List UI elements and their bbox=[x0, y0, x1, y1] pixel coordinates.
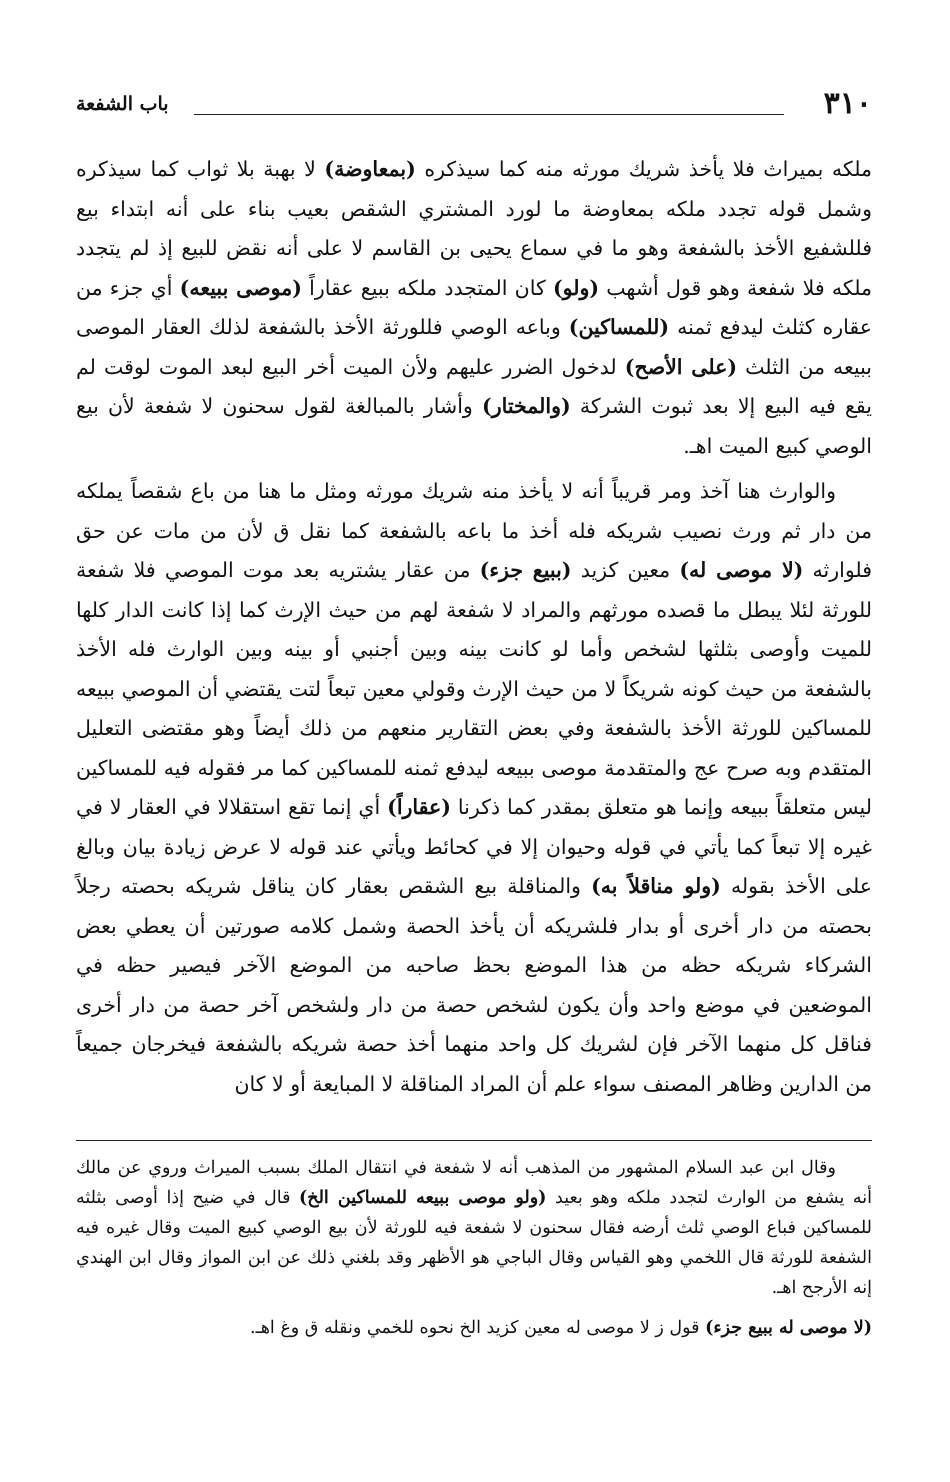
page-number: ٣١٠ bbox=[823, 86, 872, 121]
text-run: معين كزيد bbox=[571, 558, 680, 582]
text-run: والوارث هنا آخذ ومر قريباً أنه لا يأخذ منه شريك مورثه ومثل ما هنا من باع شقصاً يملكه من دار ثم ورث نصيب شريكه فله أخذ ما باعه بالشفعة كما نقل ق لأن من مات عن حق فلوارثه bbox=[76, 479, 873, 582]
footnote-rule bbox=[76, 1140, 872, 1141]
bold-term: (موصى ببيعه) bbox=[179, 275, 302, 300]
text-run: وقال ابن عبد السلام المشهور من المذهب أنه لا شفعة في انتقال الملك بسبب الميراث وروي عن مالك أنه يشفع من الوارث لتجدد ملكه وهو بعيد bbox=[76, 1158, 872, 1208]
text-run: أي جزء من عقاره كثلث ليدفع ثمنه bbox=[76, 275, 872, 339]
text-run: والمناقلة بيع الشقص بعقار كان يناقل شريكه بحصته رجلاً بحصته من دار أخرى أو بدار فلشريكه أن يأخذ الحصة وشمل كلامه صورتين أن يعطي بعض الشركاء شريكه حظه من هذا الموضع بحظ صاحبه من الموضع الآخر فيصير حظه في الموضعين في موضع واحد وأن يكون لشخص حصة من دار ولشخص آخر حصة من دار أخرى فناقل كل منهما الآخر فإن لشريك كل واحد منهما أخذ حصة شريكه بالشفعة فيخرجان جميعاً من الدارين وظاهر المصنف سواء علم أن المراد المناقلة لا المبايعة أو لا كان bbox=[76, 874, 872, 1096]
bold-term: (بمعاوضة) bbox=[324, 157, 416, 181]
text-run: لدخول الضرر عليهم ولأن الميت أخر البيع لبعد الموت لوقت لم يقع فيه البيع إلا بعد ثبوت الشركة bbox=[76, 354, 872, 418]
text-run: قول ز لا موصى له معين كزيد الخ نحوه للخمي ونقله ق وغ اهـ. bbox=[250, 1318, 706, 1338]
bold-term: (ولو) bbox=[552, 275, 600, 300]
paragraph bbox=[76, 150, 872, 466]
bold-term: (ولو مناقلاً به) bbox=[591, 874, 721, 898]
text-run: ملكه بميراث فلا يأخذ شريك مورثه منه كما سيذكره bbox=[415, 157, 873, 181]
text-run: كان المتجدد ملكه ببيع عقاراً bbox=[301, 275, 553, 300]
bold-term: (للمساكين) bbox=[568, 315, 670, 339]
text-run: قال في ضيح إذا أوصى بثلثه للمساكين فباع الوصي ثلث أرضه فقال سحنون لا شفعة فيه للورثة لأن بيع الوصي كبيع الميت وقال غيره فيه الشفعة للورثة قال اللخمي وهو القياس وقال الباجي هو الأظهر وقد بلغني ذلك عن ابن المواز وقال ابن الهندي إنه الأرجح اهـ. bbox=[76, 1188, 872, 1298]
chapter-title: باب الشفعة bbox=[76, 93, 169, 115]
header-rule bbox=[194, 114, 784, 115]
text-run: لا بهبة بلا ثواب كما سيذكره وشمل قوله تجدد ملكه بمعاوضة ما لورد المشتري الشقص بعيب بناء على أنه ابتداء بيع فللشفيع الأخذ بالشفعة وهو ما في سماع يحيى بن القاسم لا على أنه نقض للبيع إذ لم يتجدد ملكه فلا شفعة وهو قول أشهب bbox=[76, 157, 872, 300]
bold-term: (لا موصى له ببيع جزء) bbox=[705, 1318, 872, 1338]
page-header bbox=[76, 84, 872, 124]
text-run: أي إنما تقع استقلالا في العقار لا في غيره إلا تبعاً كما يأتي في قوله وحيوان إلا في كحائط ويأتي عند قوله لا عرض زيادة بيان وبالغ على الأخذ بقوله bbox=[76, 795, 872, 898]
bold-term: (على الأصح) bbox=[624, 354, 738, 379]
footnote bbox=[76, 1153, 872, 1303]
text-run: وباعه الوصي فللورثة الأخذ بالشفعة لذلك العقار الموصى ببيعه من الثلث bbox=[76, 315, 873, 379]
footnote bbox=[76, 1313, 872, 1343]
bold-term: (عقاراً) bbox=[387, 795, 451, 819]
bold-term: (والمختار) bbox=[482, 394, 571, 418]
footnotes bbox=[76, 1153, 872, 1343]
bold-term: (لا موصى له) bbox=[679, 558, 804, 582]
bold-term: (ببيع جزء) bbox=[479, 558, 572, 582]
text-run: من عقار يشتريه بعد موت الموصي فلا شفعة للورثة لئلا يبطل ما قصده مورثهم والمراد لا شفعة لهم من حيث الإرث كما إذا كانت الدار كلها للميت وأوصى بثلثها لشخص وأما لو كانت بينه وبين أجنبي أو بينه وبين الوارث فله الأخذ بالشفعة من حيث كونه شريكاً لا من حيث الإرث وقولي معين تبعاً لتت يقتضي أن الموصي ببيعه للمساكين للورثة الأخذ بالشفعة وفي بعض التقارير منعهم من ذلك أيضاً وهو مقتضى التعليل المتقدم وبه صرح عج والمتقدمة موصى ببيعه ليدفع ثمنه للمساكين كما مر فقوله فيه للمساكين ليس متعلقاً ببيعه وإنما هو متعلق بمقدر كما ذكرنا bbox=[76, 558, 872, 819]
text-run: وأشار بالمبالغة لقول سحنون لا شفعة لأن بيع الوصي كبيع الميت اهـ. bbox=[76, 394, 872, 458]
bold-term: (ولو موصى ببيعه للمساكين الخ) bbox=[299, 1188, 547, 1208]
paragraph bbox=[76, 472, 872, 1104]
main-text bbox=[76, 150, 872, 1104]
